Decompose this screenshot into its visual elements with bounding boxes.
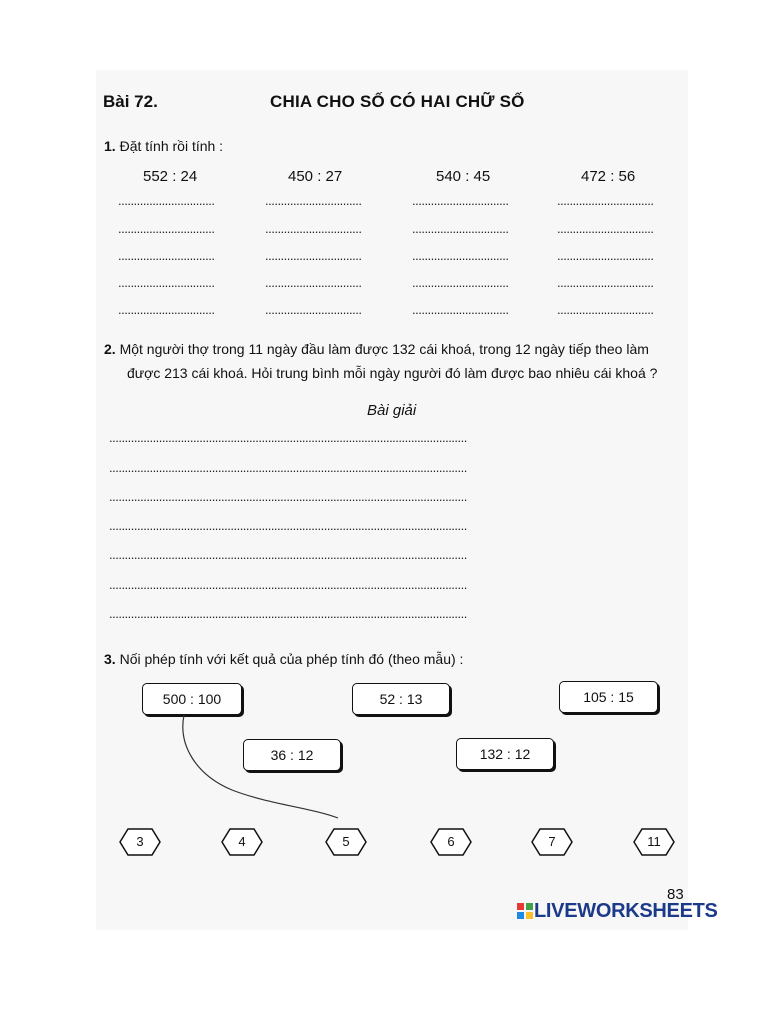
operation-box-52-13[interactable]: 52 : 13 xyxy=(352,683,450,715)
solution-answer-line[interactable]: ................................................................................................................... xyxy=(109,460,467,475)
calc-3: 540 : 45 xyxy=(436,168,491,185)
question-2-number: 2. xyxy=(104,341,116,357)
calc-answer-line[interactable]: ............................... xyxy=(265,221,362,236)
question-3-number: 3. xyxy=(104,651,116,667)
result-hexagon[interactable] xyxy=(220,827,264,857)
calc-answer-line[interactable]: ............................... xyxy=(265,302,362,317)
calc-answer-line[interactable]: ............................... xyxy=(412,302,509,317)
calc-answer-line[interactable]: ............................... xyxy=(118,221,215,236)
lesson-title: CHIA CHO SỐ CÓ HAI CHỮ SỐ xyxy=(270,92,525,111)
calc-answer-line[interactable]: ............................... xyxy=(557,248,654,263)
solution-answer-line[interactable]: ................................................................................................................... xyxy=(109,518,467,533)
calc-answer-line[interactable]: ............................... xyxy=(412,193,509,208)
liveworksheets-icon xyxy=(517,903,533,919)
solution-answer-line[interactable]: ................................................................................................................... xyxy=(109,430,467,445)
solution-answer-line[interactable]: ................................................................................................................... xyxy=(109,547,467,562)
calc-answer-line[interactable]: ............................... xyxy=(118,248,215,263)
calc-answer-line[interactable]: ............................... xyxy=(557,193,654,208)
calc-4: 472 : 56 xyxy=(581,168,636,185)
operation-box-36-12[interactable]: 36 : 12 xyxy=(243,739,341,771)
solution-answer-line[interactable]: ................................................................................................................... xyxy=(109,606,467,621)
question-2-text-1: Một người thợ trong 11 ngày đầu làm được 132 cái khoá, trong 12 ngày tiếp theo làm xyxy=(119,341,649,357)
result-value: 11 xyxy=(647,834,661,849)
calc-answer-line[interactable]: ............................... xyxy=(557,221,654,236)
page-number: 83 xyxy=(667,886,684,903)
result-hexagon[interactable] xyxy=(118,827,162,857)
calc-answer-line[interactable]: ............................... xyxy=(265,275,362,290)
calc-answer-line[interactable]: ............................... xyxy=(412,275,509,290)
operation-box-132-12[interactable]: 132 : 12 xyxy=(456,738,554,770)
result-value: 5 xyxy=(342,834,350,849)
result-hexagon[interactable] xyxy=(530,827,574,857)
question-2-text-2: được 213 cái khoá. Hỏi trung bình mỗi ngày người đó làm được bao nhiêu cái khoá ? xyxy=(127,365,658,381)
calc-answer-line[interactable]: ............................... xyxy=(265,193,362,208)
solution-answer-line[interactable]: ................................................................................................................... xyxy=(109,489,467,504)
calc-answer-line[interactable]: ............................... xyxy=(412,221,509,236)
question-3-text: Nối phép tính với kết quả của phép tính đó (theo mẫu) : xyxy=(119,651,464,667)
calc-answer-line[interactable]: ............................... xyxy=(118,193,215,208)
result-value: 4 xyxy=(238,834,246,849)
calc-2: 450 : 27 xyxy=(288,168,343,185)
liveworksheets-brand-text: LIVEWORKSHEETS xyxy=(534,900,718,922)
solution-answer-line[interactable]: ................................................................................................................... xyxy=(109,577,467,592)
solution-label: Bài giải xyxy=(367,402,417,419)
operation-box-105-15[interactable]: 105 : 15 xyxy=(559,681,658,713)
calc-answer-line[interactable]: ............................... xyxy=(557,302,654,317)
result-value: 6 xyxy=(447,834,455,849)
result-value: 3 xyxy=(136,834,144,849)
calc-1: 552 : 24 xyxy=(143,168,198,185)
result-hexagon[interactable] xyxy=(429,827,473,857)
lesson-number: Bài 72. xyxy=(103,92,158,111)
calc-answer-line[interactable]: ............................... xyxy=(118,302,215,317)
liveworksheets-logo xyxy=(517,900,718,923)
calc-answer-line[interactable]: ............................... xyxy=(118,275,215,290)
operation-box-500-100[interactable]: 500 : 100 xyxy=(142,683,242,715)
result-hexagon[interactable] xyxy=(632,827,676,857)
calc-answer-line[interactable]: ............................... xyxy=(557,275,654,290)
calc-answer-line[interactable]: ............................... xyxy=(265,248,362,263)
result-hexagon[interactable] xyxy=(324,827,368,857)
question-1-text: Đặt tính rồi tính : xyxy=(119,138,224,154)
result-value: 7 xyxy=(548,834,556,849)
calc-answer-line[interactable]: ............................... xyxy=(412,248,509,263)
question-1-number: 1. xyxy=(104,138,116,154)
